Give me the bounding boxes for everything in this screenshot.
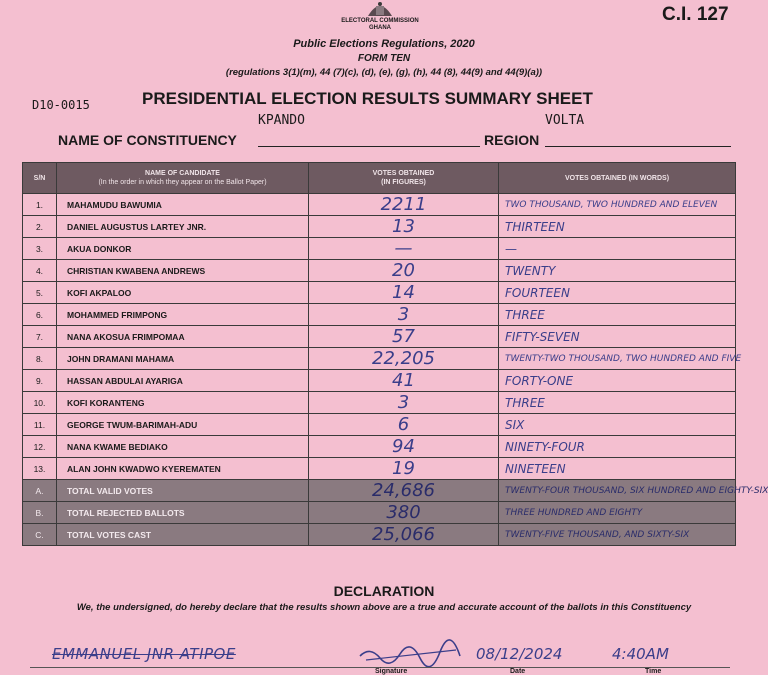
candidate-name: AKUA DONKOR	[57, 238, 309, 260]
region-underline	[545, 146, 731, 147]
header-figures-title: VOTES OBTAINED	[372, 170, 435, 177]
candidate-row	[23, 238, 736, 260]
region-label: REGION	[484, 132, 540, 148]
serial-number: 10.	[23, 392, 57, 414]
votes-figures: 41	[309, 370, 499, 392]
votes-figures: 14	[309, 282, 499, 304]
serial-number: 2.	[23, 216, 57, 238]
votes-words: TWENTY-FOUR THOUSAND, SIX HUNDRED AND EIGHTY-SIX	[499, 480, 736, 502]
votes-words: TWENTY-FIVE THOUSAND, AND SIXTY-SIX	[499, 524, 736, 546]
constituency-code: D10-0015	[32, 98, 90, 112]
candidate-name: HASSAN ABDULAI AYARIGA	[57, 370, 309, 392]
votes-figures: 19	[309, 458, 499, 480]
candidate-name: TOTAL VOTES CAST	[57, 524, 309, 546]
candidate-name: CHRISTIAN KWABENA ANDREWS	[57, 260, 309, 282]
votes-figures: 57	[309, 326, 499, 348]
serial-number: 11.	[23, 414, 57, 436]
candidate-row	[23, 260, 736, 282]
serial-number: 7.	[23, 326, 57, 348]
commission-name	[300, 18, 460, 32]
total-row	[23, 502, 736, 524]
serial-number: 12.	[23, 436, 57, 458]
regulation-title: Public Elections Regulations, 2020	[293, 38, 475, 50]
votes-words: THREE HUNDRED AND EIGHTY	[499, 502, 736, 524]
signature-scribble	[356, 644, 466, 666]
region-value: VOLTA	[545, 113, 585, 128]
candidate-name: JOHN DRAMANI MAHAMA	[57, 348, 309, 370]
commission-line-2: GHANA	[369, 25, 391, 31]
constituency-label: NAME OF CONSTITUENCY	[58, 132, 237, 148]
declaration-text: We, the undersigned, do hereby declare that the results shown above are a true and accurate account of the ballots in this Constituency	[76, 602, 692, 613]
candidate-row	[23, 392, 736, 414]
candidate-row	[23, 458, 736, 480]
header-figures	[309, 163, 499, 194]
candidate-name: ALAN JOHN KWADWO KYEREMATEN	[57, 458, 309, 480]
candidate-name: MAHAMUDU BAWUMIA	[57, 194, 309, 216]
header-name-title: NAME OF CANDIDATE	[145, 170, 220, 177]
votes-figures: —	[309, 238, 499, 260]
candidate-name: MOHAMMED FRIMPONG	[57, 304, 309, 326]
candidate-row	[23, 326, 736, 348]
votes-figures: 13	[309, 216, 499, 238]
time-label: Time	[645, 668, 662, 675]
serial-number: 4.	[23, 260, 57, 282]
votes-figures: 25,066	[309, 524, 499, 546]
candidate-row	[23, 414, 736, 436]
votes-words: FIFTY-SEVEN	[499, 326, 736, 348]
form-number: C.I. 127	[662, 4, 729, 25]
serial-number: 5.	[23, 282, 57, 304]
votes-words: TWENTY	[499, 260, 736, 282]
serial-number: C.	[23, 524, 57, 546]
candidate-row	[23, 194, 736, 216]
results-table	[22, 162, 768, 546]
header-sn: S/N	[23, 163, 57, 194]
header-words: VOTES OBTAINED (IN WORDS)	[499, 163, 736, 194]
total-row	[23, 480, 736, 502]
votes-words: NINETY-FOUR	[499, 436, 736, 458]
header-name-subtitle: (In the order in which they appear on the Ballot Paper)	[98, 179, 267, 186]
votes-words: FORTY-ONE	[499, 370, 736, 392]
votes-words: THREE	[499, 304, 736, 326]
candidate-row	[23, 216, 736, 238]
total-row	[23, 524, 736, 546]
votes-words: —	[499, 238, 736, 260]
votes-words: SIX	[499, 414, 736, 436]
ghana-coat-of-arms-icon	[362, 0, 398, 18]
declaration-time: 4:40AM	[612, 645, 669, 663]
signer-name: EMMANUEL JNR ATIPOE	[52, 645, 236, 663]
candidate-row	[23, 370, 736, 392]
candidate-name: KOFI AKPALOO	[57, 282, 309, 304]
votes-figures: 6	[309, 414, 499, 436]
signature-label: Signature	[375, 668, 408, 675]
votes-words: TWENTY-TWO THOUSAND, TWO HUNDRED AND FIVE	[499, 348, 736, 370]
votes-words: FOURTEEN	[499, 282, 736, 304]
serial-number: 3.	[23, 238, 57, 260]
serial-number: 6.	[23, 304, 57, 326]
candidate-row	[23, 304, 736, 326]
votes-words: TWO THOUSAND, TWO HUNDRED AND ELEVEN	[499, 194, 736, 216]
votes-figures: 380	[309, 502, 499, 524]
declaration-title: DECLARATION	[333, 583, 435, 599]
candidate-name: DANIEL AUGUSTUS LARTEY JNR.	[57, 216, 309, 238]
table-header-row	[23, 163, 736, 194]
document-title: PRESIDENTIAL ELECTION RESULTS SUMMARY SHEET	[142, 89, 593, 108]
votes-figures: 94	[309, 436, 499, 458]
candidate-name: TOTAL VALID VOTES	[57, 480, 309, 502]
votes-figures: 24,686	[309, 480, 499, 502]
votes-words: NINETEEN	[499, 458, 736, 480]
serial-number: 1.	[23, 194, 57, 216]
serial-number: 9.	[23, 370, 57, 392]
regulation-refs: (regulations 3(1)(m), 44 (7)(c), (d), (e), (g), (h), 44 (8), 44(9) and 44(9)(a))	[225, 67, 543, 78]
candidate-row	[23, 436, 736, 458]
candidate-name: NANA KWAME BEDIAKO	[57, 436, 309, 458]
votes-words: THIRTEEN	[499, 216, 736, 238]
candidate-name: NANA AKOSUA FRIMPOMAA	[57, 326, 309, 348]
serial-number: 8.	[23, 348, 57, 370]
votes-figures: 20	[309, 260, 499, 282]
candidate-name: GEORGE TWUM-BARIMAH-ADU	[57, 414, 309, 436]
candidate-name: TOTAL REJECTED BALLOTS	[57, 502, 309, 524]
header-name	[57, 163, 309, 194]
constituency-underline	[258, 146, 480, 147]
votes-figures: 3	[309, 392, 499, 414]
candidate-row	[23, 348, 736, 370]
votes-figures: 22,205	[309, 348, 499, 370]
declaration-date: 08/12/2024	[476, 645, 563, 663]
header-figures-subtitle: (IN FIGURES)	[381, 179, 426, 186]
constituency-value: KPANDO	[258, 113, 305, 128]
votes-figures: 3	[309, 304, 499, 326]
votes-figures: 2211	[309, 194, 499, 216]
serial-number: B.	[23, 502, 57, 524]
serial-number: 13.	[23, 458, 57, 480]
votes-words: THREE	[499, 392, 736, 414]
date-label: Date	[510, 668, 526, 675]
form-name: FORM TEN	[357, 53, 411, 64]
serial-number: A.	[23, 480, 57, 502]
candidate-row	[23, 282, 736, 304]
candidate-name: KOFI KORANTENG	[57, 392, 309, 414]
commission-line-1: ELECTORAL COMMISSION	[341, 18, 419, 24]
